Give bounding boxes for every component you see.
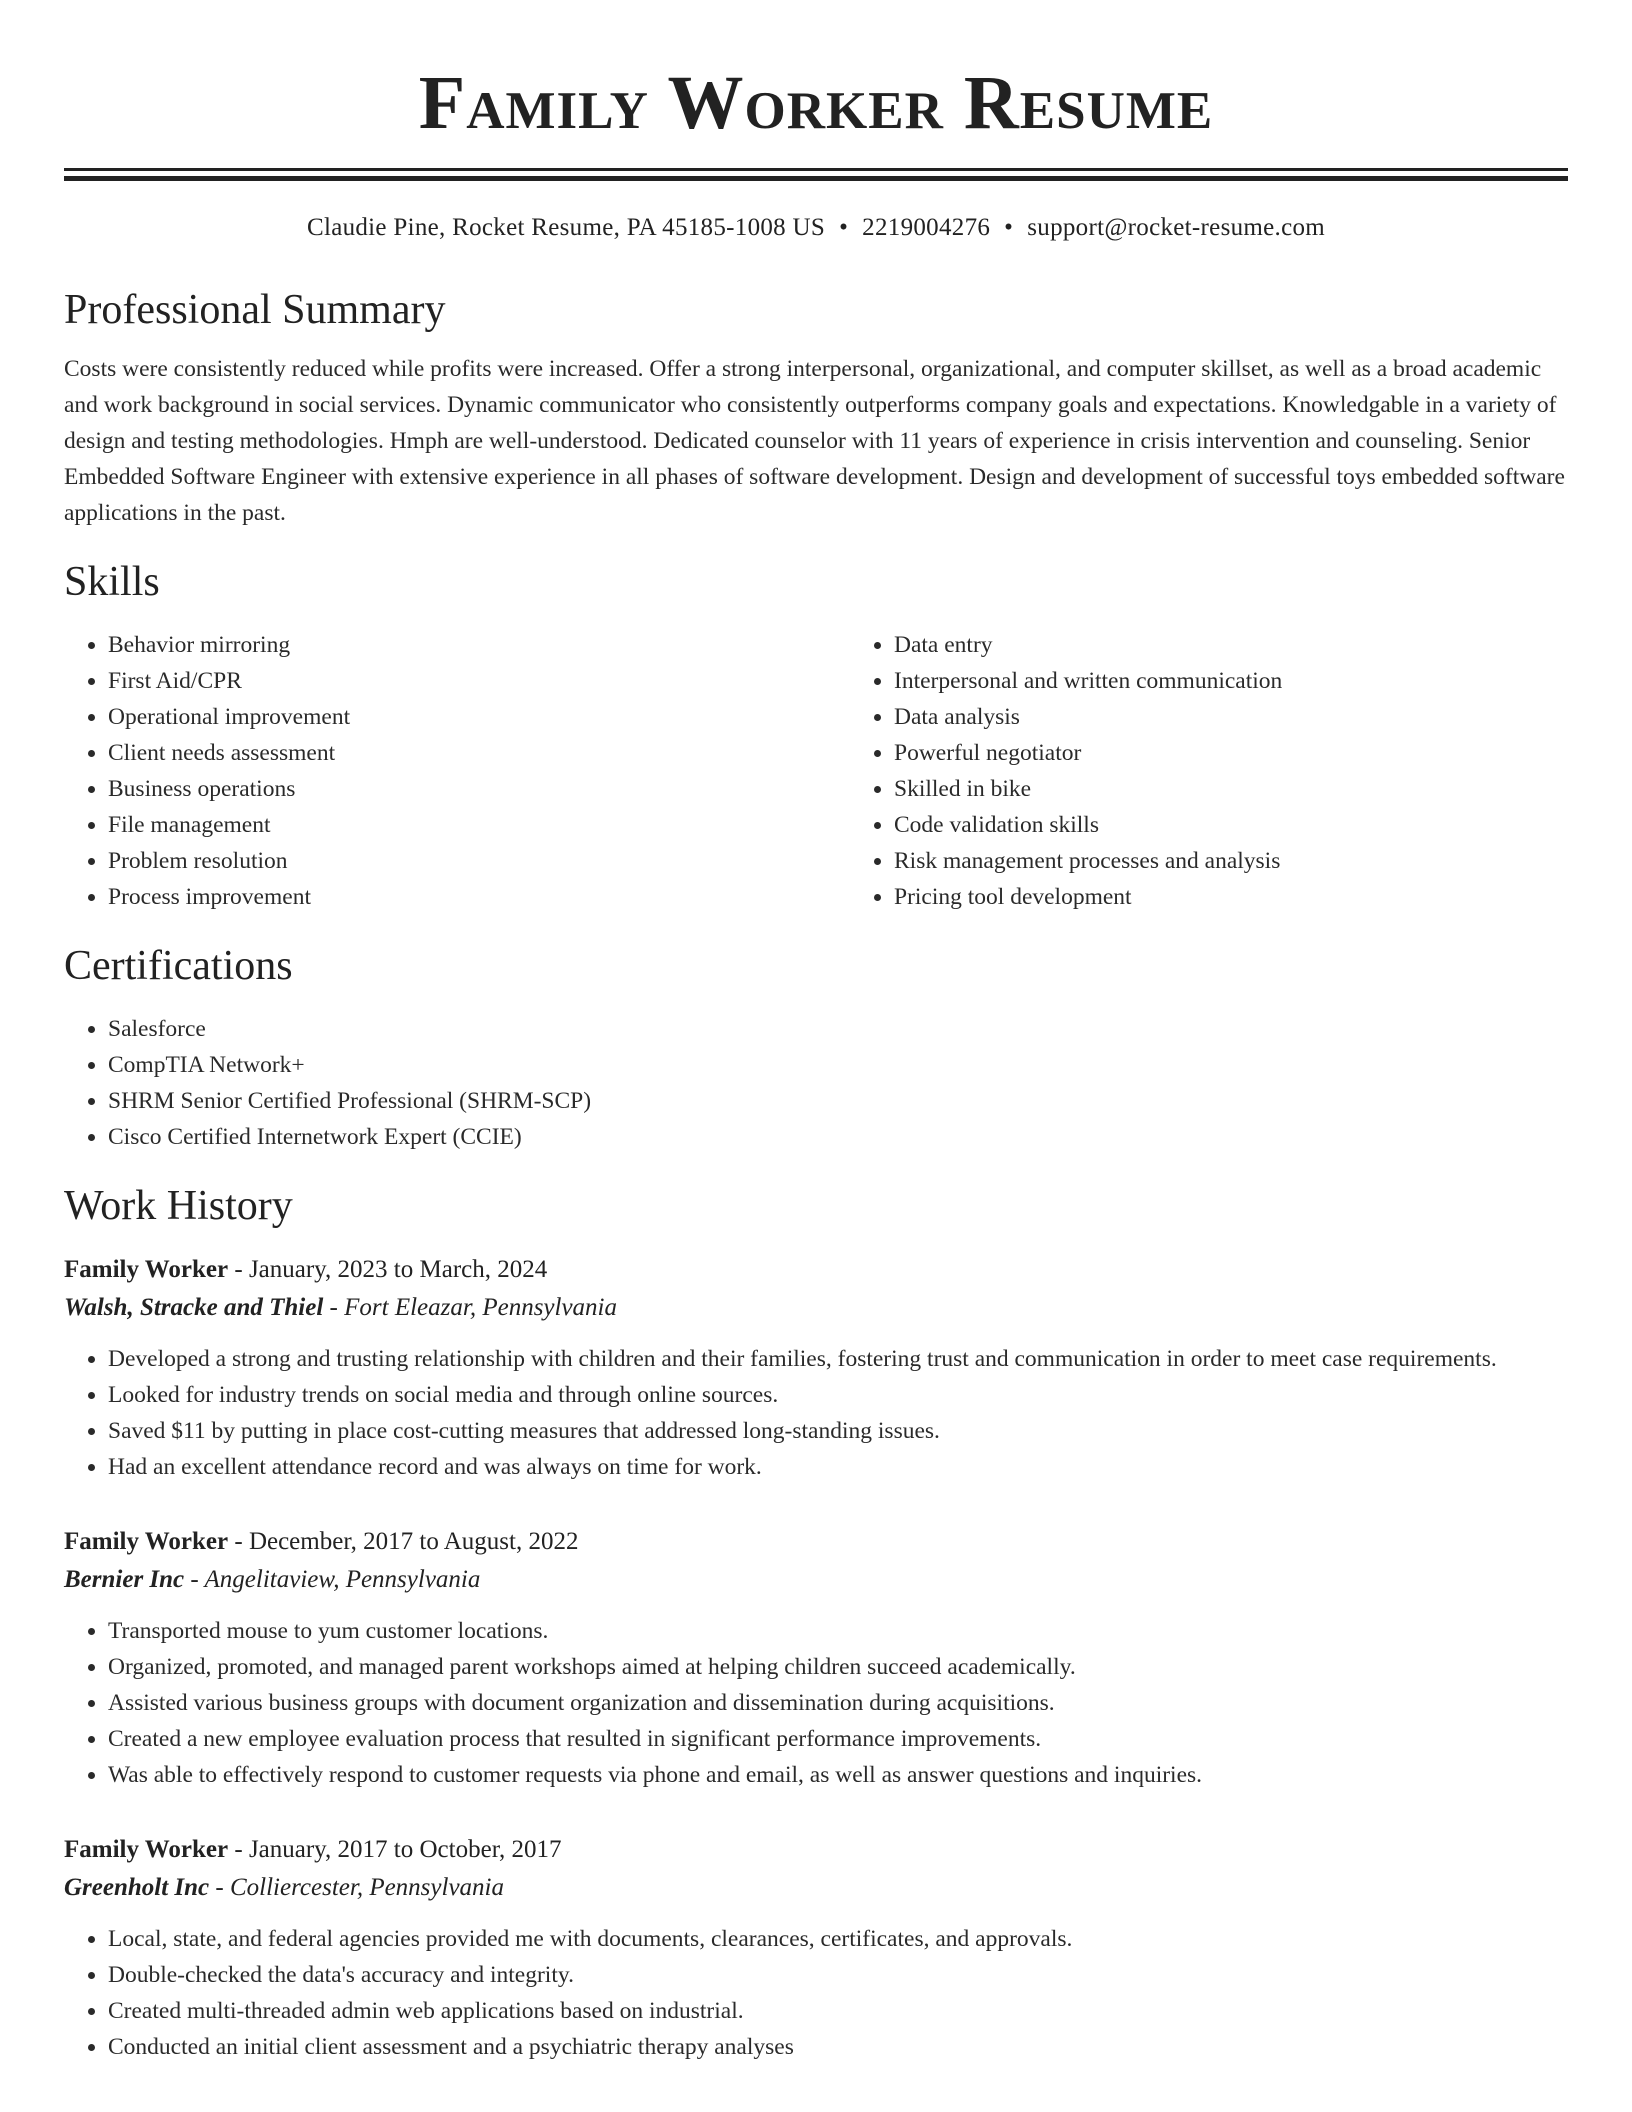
work-history-heading: Work History <box>64 1183 293 1229</box>
job-dates: January, 2023 to March, 2024 <box>248 1256 548 1283</box>
skill-item: • Process improvement <box>108 879 850 915</box>
summary-text: Costs were consistently reduced while profits were increased. Offer a strong interpersonal, organizational, and computer skillset, as well as a broad academic and work background in social services. Dynamic communicator who consistently outperforms company goals and expectations. Knowledgable in a variety of design and testing methodologies. Hmph are well-understood. Dedicated counselor with 11 years of experience in crisis intervention and counseling. Senior Embedded Software Engineer with extensive experience in all phases of software development. Design and development of successful toys embedded software applications in the past. <box>64 356 1565 526</box>
contact-address: Claudie Pine, Rocket Resume, PA 45185-1008 US <box>306 214 826 241</box>
contact-separator: • <box>839 214 849 241</box>
job-dates: January, 2017 to October, 2017 <box>248 1836 562 1863</box>
resume-title: Family Worker Resume <box>418 61 1214 145</box>
contact-line <box>64 211 1568 245</box>
skill-item: • Powerful negotiator <box>894 735 1632 771</box>
job-bullet: • Had an excellent attendance record and was always on time for work. <box>108 1449 1568 1485</box>
certifications-heading: Certifications <box>64 943 293 989</box>
job-location: Fort Eleazar, Pennsylvania <box>344 1294 618 1321</box>
job-company: Bernier Inc <box>64 1566 185 1593</box>
skill-item: • Skilled in bike <box>894 771 1632 807</box>
skills-heading: Skills <box>64 559 160 605</box>
job-dash: - <box>323 1294 345 1321</box>
job-dash: - <box>228 1528 249 1555</box>
certification-item: • Cisco Certified Internetwork Expert (CCIE) <box>108 1119 1568 1155</box>
job-title: Family Worker <box>64 1528 229 1555</box>
certification-item: • SHRM Senior Certified Professional (SHRM-SCP) <box>108 1083 1568 1119</box>
skill-item: • Behavior mirroring <box>108 627 850 663</box>
job-company-line <box>64 1869 1568 1907</box>
skill-item: • Pricing tool development <box>894 879 1632 915</box>
job-title-line <box>64 1523 1568 1561</box>
job-bullet: • Created multi-threaded admin web applications based on industrial. <box>108 1993 1568 2029</box>
job-bullet: • Was able to effectively respond to customer requests via phone and email, as well as answer questions and inquiries. <box>108 1757 1568 1793</box>
skill-item: • Code validation skills <box>894 807 1632 843</box>
job-bullets <box>64 1613 1568 1793</box>
skill-item: • Data entry <box>894 627 1632 663</box>
skills-columns <box>64 627 1568 915</box>
job-location: Angelitaview, Pennsylvania <box>204 1566 481 1593</box>
job-dates: December, 2017 to August, 2022 <box>248 1528 579 1555</box>
job-dash: - <box>209 1874 230 1901</box>
contact-phone: 2219004276 <box>862 214 991 241</box>
job-bullets <box>64 1341 1568 1485</box>
job-entry <box>64 1523 1568 1793</box>
certifications-list <box>64 1011 1568 1155</box>
job-title: Family Worker <box>64 1256 229 1283</box>
job-title-line <box>64 1831 1568 1869</box>
job-bullet: • Double-checked the data's accuracy and integrity. <box>108 1957 1568 1993</box>
skill-item: • Problem resolution <box>108 843 850 879</box>
job-dash: - <box>184 1566 205 1593</box>
skill-item: • Operational improvement <box>108 699 850 735</box>
job-entry <box>64 1251 1568 1485</box>
skill-item: • Client needs assessment <box>108 735 850 771</box>
skill-item: • File management <box>108 807 850 843</box>
job-title-line <box>64 1251 1568 1289</box>
job-dash: - <box>228 1256 249 1283</box>
job-company-line <box>64 1289 1568 1327</box>
job-company: Greenholt Inc <box>64 1874 210 1901</box>
job-bullet: • Developed a strong and trusting relationship with children and their families, fostering trust and communication in order to meet case requirements. <box>108 1341 1568 1377</box>
certification-item: • Salesforce <box>108 1011 1568 1047</box>
job-bullets <box>64 1921 1568 2065</box>
summary-heading: Professional Summary <box>64 287 446 333</box>
job-dash: - <box>228 1836 249 1863</box>
job-location: Colliercester, Pennsylvania <box>229 1874 504 1901</box>
job-company-line <box>64 1561 1568 1599</box>
job-bullet: • Saved $11 by putting in place cost-cutting measures that addressed long-standing issues. <box>108 1413 1568 1449</box>
certification-item: • CompTIA Network+ <box>108 1047 1568 1083</box>
job-company: Walsh, Stracke and Thiel <box>64 1294 324 1321</box>
job-entry <box>64 1831 1568 2065</box>
job-title: Family Worker <box>64 1836 229 1863</box>
skill-item: • Data analysis <box>894 699 1632 735</box>
contact-email[interactable]: support@rocket-resume.com <box>1027 214 1326 241</box>
job-bullet: • Conducted an initial client assessment and a psychiatric therapy analyses <box>108 2029 1568 2065</box>
title-divider-thick <box>64 176 1568 181</box>
job-bullet: • Assisted various business groups with document organization and dissemination during acquisitions. <box>108 1685 1568 1721</box>
skills-list-right <box>850 627 1632 915</box>
skill-item: • Risk management processes and analysis <box>894 843 1632 879</box>
job-bullet: • Local, state, and federal agencies provided me with documents, clearances, certificates, and approvals. <box>108 1921 1568 1957</box>
skill-item: • First Aid/CPR <box>108 663 850 699</box>
resume-page <box>64 0 1568 2065</box>
job-bullet: • Transported mouse to yum customer locations. <box>108 1613 1568 1649</box>
contact-separator: • <box>1004 214 1014 241</box>
skill-item: • Interpersonal and written communication <box>894 663 1632 699</box>
title-divider-thin <box>64 168 1568 171</box>
job-bullet: • Looked for industry trends on social media and through online sources. <box>108 1377 1568 1413</box>
skills-list-left <box>64 627 850 915</box>
job-bullet: • Organized, promoted, and managed parent workshops aimed at helping children succeed academically. <box>108 1649 1568 1685</box>
skill-item: • Business operations <box>108 771 850 807</box>
job-bullet: • Created a new employee evaluation process that resulted in significant performance improvements. <box>108 1721 1568 1757</box>
